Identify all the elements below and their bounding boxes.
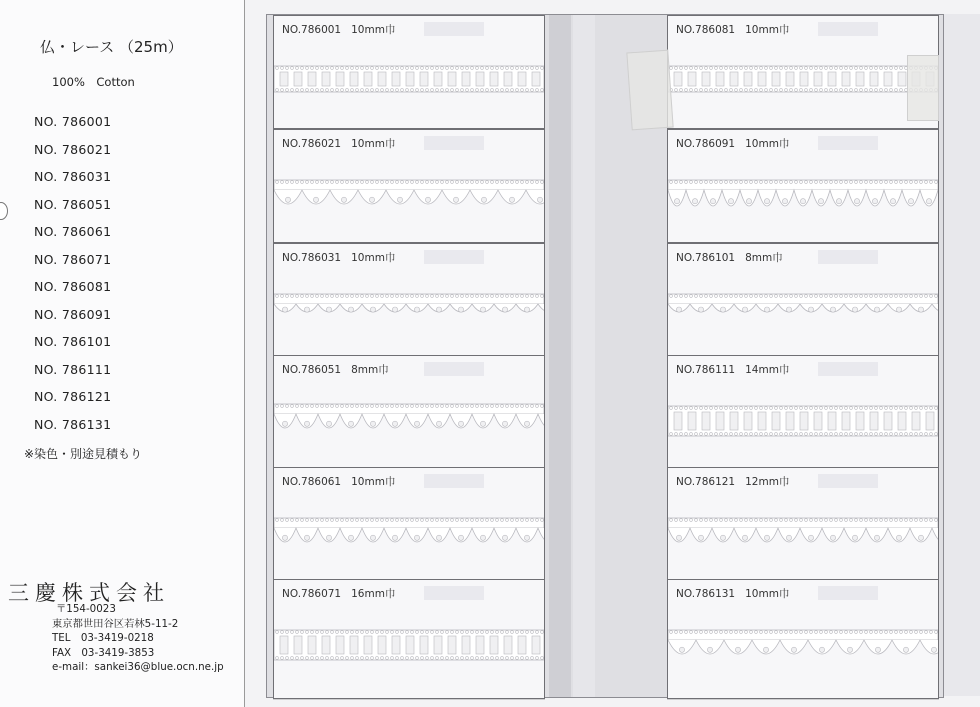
lace-sample-card <box>273 15 545 129</box>
sample-width: 16mm巾 <box>351 588 396 600</box>
sample-label <box>676 474 789 489</box>
sample-label <box>282 474 395 489</box>
telephone: TEL 03-3419-0218 <box>52 632 154 645</box>
lace-sample-card <box>667 579 939 699</box>
sample-number: NO.786101 <box>676 252 736 264</box>
label-smudge <box>818 586 878 600</box>
sample-number: NO.786071 <box>282 588 342 600</box>
label-smudge <box>818 22 878 36</box>
sample-label <box>676 362 789 377</box>
sample-number: NO.786031 <box>282 252 342 264</box>
label-smudge <box>424 22 484 36</box>
sample-label <box>676 136 789 151</box>
binder-hole <box>0 202 8 220</box>
product-number: NO. 786111 <box>34 361 112 377</box>
lace-sample-card <box>273 579 545 699</box>
lace-sample-card <box>667 15 939 129</box>
sample-number: NO.786121 <box>676 476 736 488</box>
company-name: 三慶株式会社 <box>8 581 170 605</box>
label-smudge <box>424 250 484 264</box>
label-smudge <box>424 474 484 488</box>
adhesive-tape <box>907 55 939 121</box>
dyeing-note: ※染色・別途見積もり <box>24 447 143 461</box>
sample-label <box>676 22 789 37</box>
board-divider <box>573 15 595 697</box>
sample-label <box>282 362 389 377</box>
product-number: NO. 786031 <box>34 169 112 184</box>
lace-ribbon-image <box>668 616 938 676</box>
sample-label <box>282 136 395 151</box>
sample-number: NO.786021 <box>282 138 342 150</box>
lace-ribbon-image <box>668 280 938 340</box>
lace-sample-card <box>273 243 545 357</box>
product-number: NO. 786081 <box>34 279 112 294</box>
fax: FAX 03-3419-3853 <box>52 646 155 659</box>
product-number: NO. 786131 <box>34 416 112 432</box>
label-smudge <box>818 136 878 150</box>
adhesive-tape <box>626 50 673 131</box>
product-number: NO. 786121 <box>34 389 112 404</box>
label-smudge <box>424 362 484 376</box>
lace-ribbon-image <box>274 166 544 226</box>
sample-width: 8mm巾 <box>351 364 389 376</box>
sample-number: NO.786081 <box>676 24 736 36</box>
product-number: NO. 786021 <box>34 141 112 157</box>
sample-width: 10mm巾 <box>745 24 790 36</box>
sample-width: 10mm巾 <box>351 138 396 150</box>
lace-sample-card <box>667 355 939 469</box>
postal-code: 〒154-0023 <box>56 603 116 615</box>
lace-ribbon-image <box>274 504 544 564</box>
company-contact <box>52 602 224 675</box>
product-number: NO. 786071 <box>34 251 112 267</box>
sample-label <box>676 586 789 601</box>
lace-ribbon-image <box>274 616 544 676</box>
sample-width: 10mm巾 <box>351 24 396 36</box>
label-smudge <box>818 362 878 376</box>
page-edge <box>942 14 980 696</box>
sample-number: NO.786091 <box>676 138 736 150</box>
lace-sample-card <box>667 243 939 357</box>
lace-ribbon-image <box>668 166 938 226</box>
product-number: NO. 786001 <box>34 114 112 129</box>
sample-width: 14mm巾 <box>745 364 790 376</box>
board-divider <box>549 15 571 697</box>
label-smudge <box>818 474 878 488</box>
lace-ribbon-image <box>274 52 544 112</box>
sample-label <box>282 250 395 265</box>
sample-width: 10mm巾 <box>351 252 396 264</box>
lace-sample-board <box>266 14 944 698</box>
lace-sample-card <box>667 129 939 243</box>
sample-width: 10mm巾 <box>351 476 396 488</box>
product-info-panel <box>0 0 245 707</box>
address: 東京都世田谷区若林5-11-2 <box>52 617 179 630</box>
sample-number: NO.786001 <box>282 24 342 36</box>
sample-width: 10mm巾 <box>745 138 790 150</box>
product-number: NO. 786051 <box>34 196 112 212</box>
lace-sample-card <box>273 467 545 581</box>
label-smudge <box>818 250 878 264</box>
lace-ribbon-image <box>274 392 544 452</box>
sample-number: NO.786061 <box>282 476 342 488</box>
sample-width: 12mm巾 <box>745 476 790 488</box>
product-number: NO. 786091 <box>34 306 112 322</box>
email: e-mail：sankei36@blue.ocn.ne.jp <box>52 661 224 674</box>
product-number: NO. 786061 <box>34 224 112 239</box>
label-smudge <box>424 586 484 600</box>
sample-label <box>282 22 395 37</box>
lace-ribbon-image <box>274 280 544 340</box>
sample-label <box>676 250 783 265</box>
label-smudge <box>424 136 484 150</box>
sample-label <box>282 586 395 601</box>
sample-number: NO.786111 <box>676 364 736 376</box>
lace-sample-card <box>667 467 939 581</box>
material-label: 100% Cotton <box>52 75 135 89</box>
lace-ribbon-image <box>668 504 938 564</box>
lace-ribbon-image <box>668 392 938 452</box>
product-title: 仏・レース （25m） <box>40 38 183 56</box>
sample-number: NO.786051 <box>282 364 342 376</box>
product-number-list <box>34 112 111 442</box>
sample-width: 8mm巾 <box>745 252 783 264</box>
lace-ribbon-image <box>668 52 938 112</box>
sample-width: 10mm巾 <box>745 588 790 600</box>
sample-number: NO.786131 <box>676 588 736 600</box>
lace-sample-card <box>273 129 545 243</box>
lace-sample-card <box>273 355 545 469</box>
product-number: NO. 786101 <box>34 334 112 349</box>
